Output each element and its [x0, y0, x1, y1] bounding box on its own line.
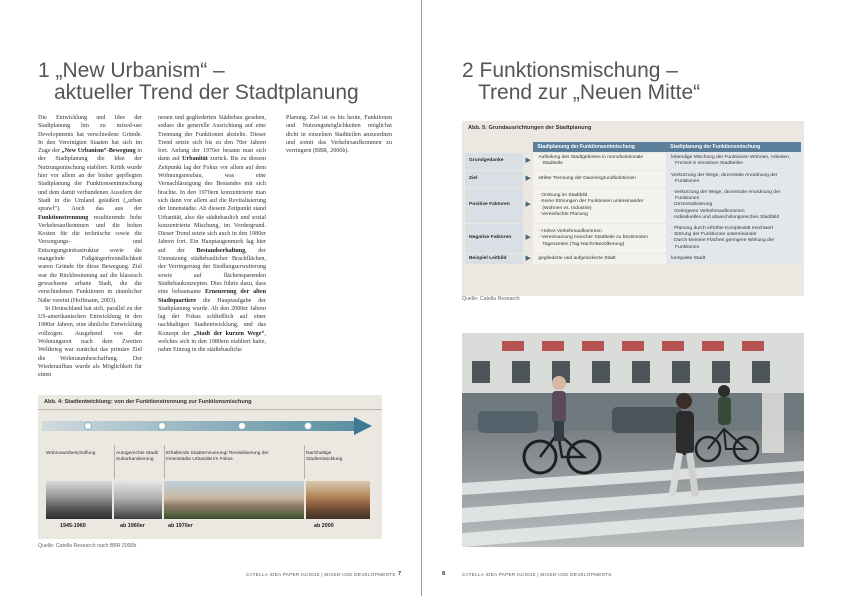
divider — [304, 445, 305, 479]
bold-term: Erneuerung der alten Stadtquartiere — [158, 289, 266, 304]
heading-line-2: aktueller Trend der Stadtplanung — [54, 81, 359, 104]
photo-renovated-city — [164, 481, 304, 519]
cell-line: · Durch kleinere Flächen geringere Wirkung der Funktionen — [671, 238, 775, 250]
photo-street-cyclists — [462, 333, 804, 547]
header-blank — [523, 142, 533, 152]
year-label: ab 2000 — [314, 523, 334, 529]
table-row — [465, 224, 801, 253]
header-blank — [465, 142, 523, 152]
cell-line: · Keine Störungen der Funktionen untereinander (Wohnen vs. Industrie) — [538, 199, 644, 211]
timeline-dot — [238, 422, 246, 430]
paragraph: Planung. Ziel ist es bis heute, Funktionen und Nutzungsmöglichkeiten möglichst dicht in einzelnen Stadtteilen anzuordnen und somit das Verkehrsaufkommen zu verringern (BBR, 2006b). — [286, 115, 392, 155]
section-heading-2 — [462, 60, 700, 104]
photo-modern-district — [306, 481, 370, 519]
comparison-table — [465, 141, 801, 265]
heading-line-1: 2 Funktionsmischung – — [462, 59, 678, 82]
arrow-head-icon — [354, 417, 372, 435]
cell-line: · Störung der Funktionen untereinander — [671, 232, 757, 238]
cell-col-a — [533, 188, 666, 223]
text-column-3 — [286, 114, 392, 184]
table-row — [465, 188, 801, 223]
figure-title: Abb. 5: Grundausrichtungen der Stadtplanung — [468, 125, 592, 131]
cell-col-a — [533, 254, 666, 264]
cell-line: kompakte Stadt — [671, 255, 706, 261]
header-col-a: Stadtplanung der Funktionsentmischung — [533, 142, 666, 152]
text-run: zurück. Bis zu diesem Zeitpunkt lag der Fokus vor allem auf dem Wohnungsneubau, was eine Vernachlässigung des Bestandes mit sich brachte. In den 1970ern konzentrierte man sich dann vor allem auf die Revitalisierung der Innenstädte. Ab diesem Zeitpunkt stand Urbanität, also die städtebaulich und sozial konzentrierte Mischung, im Vordergrund. Dieser Trend setzte sich auch in den 1980er Jahren fort. Ein Hauptaugenmerk lag hier auf der — [158, 156, 266, 254]
heading-line-2: Trend zur „Neuen Mitte“ — [478, 81, 701, 104]
right-page — [422, 0, 843, 596]
cell-line: strikte Trennung der Daseinsgrundfunktionen — [538, 175, 637, 181]
phase-label: Erhaltende Stadterneuerung/ Revitalisierung der Innenstädte Urbanität im Fokus — [166, 451, 269, 462]
text-run: in der Stadtplanung die Idee der Nutzungsmischung etabliert. Kritik wurde hier vor allem an der bisher gepflegten Stadtplanung der Funktionsentmischung und dem damit verbundenen Ausufern der Stadt in die Umland geäußert („urban sprawl“). Auch das aus der — [38, 148, 142, 213]
photo-traffic-street — [114, 481, 162, 519]
text-run: die Hauptaufgabe der Stadtplanung wurde. Ab den 2000er Jahren lag der Fokus schließlich auf einer nachhaltigen Stadtentwicklung, und das Konzept der — [158, 297, 266, 337]
figure-source: Quelle: Catella Research — [462, 296, 520, 302]
timeline-dot — [158, 422, 166, 430]
bold-term: „Stadt der kurzen Wege“ — [193, 330, 265, 337]
cell-line: lebendige Mischung der Funktionen Wohnen, Arbeiten, Freizeit in einzelnen Stadtteilen — [671, 155, 791, 167]
paragraph — [158, 114, 266, 355]
page-footer: CATELLA IDEA PAPER 01/2015 | MIXED-USE DEVELOPMENTS — [246, 572, 396, 577]
cell-line: · Geringeres Verkehrsaufkommen — [671, 208, 745, 214]
phase-label: Wohnraumbeschaffung — [46, 451, 96, 456]
timeline-arrow — [42, 417, 372, 435]
row-label: Beispiel Leitbild — [465, 254, 523, 264]
figure-title: Abb. 4: Stadtentwicklung: von der Funktionstrennung zur Funktionsmischung — [38, 395, 382, 410]
cell-col-a — [533, 224, 666, 253]
cell-line: · Planung durch erhöhte Komplexität erschwert — [671, 226, 774, 232]
text-run: resultierende hohe Verkehrsaufkommen und die hohen Kosten für die technische sowie die Versorgungs- und Entsorgungsinfrastruktur sowie die mangelnde Fußgängerfreundlichkeit waren Gründe für diese Bewegung. Ziel war die Rückbesinnung auf die klassisch gewachsene urbane Stadt, die die verschiedenen Funktionen in räumlicher Nähe vereint (Hoffmann, 2003). — [38, 214, 142, 304]
cell-col-b — [666, 153, 801, 169]
cell-line: gegliederte und aufgelockerte Stadt — [538, 255, 616, 261]
arrow-right-icon: ▶ — [525, 157, 531, 165]
phase-label: Nachhaltige Stadtentwicklung — [306, 451, 343, 462]
bold-term: „New Urbanism“-Bewegung — [61, 148, 136, 155]
table-row — [465, 171, 801, 187]
cell-line: · Hohes Verkehrsaufkommen — [538, 229, 602, 235]
page-number: 8 — [442, 571, 446, 577]
left-page — [0, 0, 421, 596]
section-heading-1 — [38, 60, 359, 104]
cell-col-b — [666, 224, 801, 253]
heading-line-1: 1 „New Urbanism“ – — [38, 59, 225, 82]
cell-col-a — [533, 171, 666, 187]
divider — [114, 445, 115, 479]
figure-abb4 — [38, 395, 382, 539]
table-row — [465, 254, 801, 264]
table-body — [465, 153, 801, 264]
text-run: neuen und gegliederten Städtebau gesehen, sodass die generelle Ausrichtung auf eine Trennung der Funktionen abzielte. Dieser Trend setzte sich bis zu den 70er Jahren fort. Anfang der 1970er besann man sich dann auf — [158, 115, 266, 163]
arrow-right-icon: ▶ — [525, 254, 531, 262]
page-footer: CATELLA IDEA PAPER 01/2015 | MIXED-USE DEVELOPMENTS — [462, 572, 612, 577]
timeline-dot — [84, 422, 92, 430]
figure-abb5 — [462, 121, 804, 296]
photo-postwar-rubble — [46, 481, 112, 519]
cell-col-b — [666, 171, 801, 187]
cell-line: Verkürzung der Wege, dezentrale Anordnung der Funktionen — [671, 172, 778, 184]
bold-term: Funktionstrennung — [38, 214, 89, 221]
timeline-dot — [304, 422, 312, 430]
page-number: 7 — [398, 571, 402, 577]
phase-label: Autogerechte Stadt/ Suburbanisierung — [116, 451, 159, 462]
year-label: ab 1970er — [168, 523, 193, 529]
row-label: Negative Faktoren — [465, 224, 523, 253]
bold-term: Bestandserhaltung — [196, 247, 246, 254]
street-scene-illustration — [462, 333, 804, 547]
cell-line: Aufteilung des Stadtgebietes in monofunktionale Stadtteile — [538, 155, 644, 167]
figure-source: Quelle: Catella Research nach BBR 2000b — [38, 543, 137, 549]
bold-term: Urbanität — [182, 156, 208, 163]
cell-col-b — [666, 188, 801, 223]
row-label: Grundgedanke — [465, 153, 523, 169]
year-label: ab 1960er — [120, 523, 145, 529]
text-run: Die Entwicklung und Idee der Stadtplanung hin zu mixed-use Developments hat verschiedene Gründe. In den Vereinigten Staaten hat sich im Zuge der — [38, 115, 142, 155]
text-run: , welches sich in den 1980ern etabliert hatte, nahm Einzug in die städtebauliche — [158, 330, 266, 354]
cell-col-b — [666, 254, 801, 264]
arrow-right-icon: ▶ — [525, 201, 531, 209]
year-label: 1945-1960 — [60, 523, 86, 529]
text-run: , der Umnutzung städtebaulicher Brachflächen, der Verringerung der Siedlungserweiterung sowie auf flächensparenden Städtebaukonzepten. Dies führte dazu, dass eine bebautsame — [158, 247, 266, 296]
cell-col-a — [533, 153, 666, 169]
cell-line: · Vereinsamung mancher Stadtteile zu bestimmten Tageszeiten (Tag-Nacht-Bevölkerung) — [538, 235, 648, 247]
table-header-row — [465, 142, 801, 152]
paragraph: In Deutschland hat sich, parallel zu der US-amerikanischen Entwicklung in den 1980er Jahren, eine ähnliche Entwicklung vollzogen. Ausgehend von der Wohnungsnot nach dem Zweiten Weltkrieg war zunächst das primäre Ziel die Wohnraumbeschaffung. Der Wiederaufbau wurde als Möglichkeit für einen — [38, 305, 142, 379]
row-label: Ziel — [465, 171, 523, 187]
arrow-right-icon: ▶ — [525, 234, 531, 242]
table-row — [465, 153, 801, 169]
text-column-2 — [158, 114, 266, 392]
cell-line: · Ordnung im Stadtbild — [538, 193, 588, 199]
text-column-1 — [38, 114, 142, 392]
cell-line: · Dezentralisierung — [671, 202, 713, 208]
divider — [164, 445, 165, 479]
arrow-right-icon: ▶ — [525, 174, 531, 182]
cell-line: · Vereinfachte Planung — [538, 211, 588, 217]
row-label: Positive Faktoren — [465, 188, 523, 223]
cell-line: · Individuelles und abwechslungsreiches Stadtbild — [671, 214, 780, 220]
cell-line: · Verkürzung der Wege, dezentrale Anordnung der Funktionen — [671, 190, 781, 202]
header-col-b: Stadtplanung der Funktionsmischung — [666, 142, 801, 152]
paragraph — [38, 114, 142, 305]
